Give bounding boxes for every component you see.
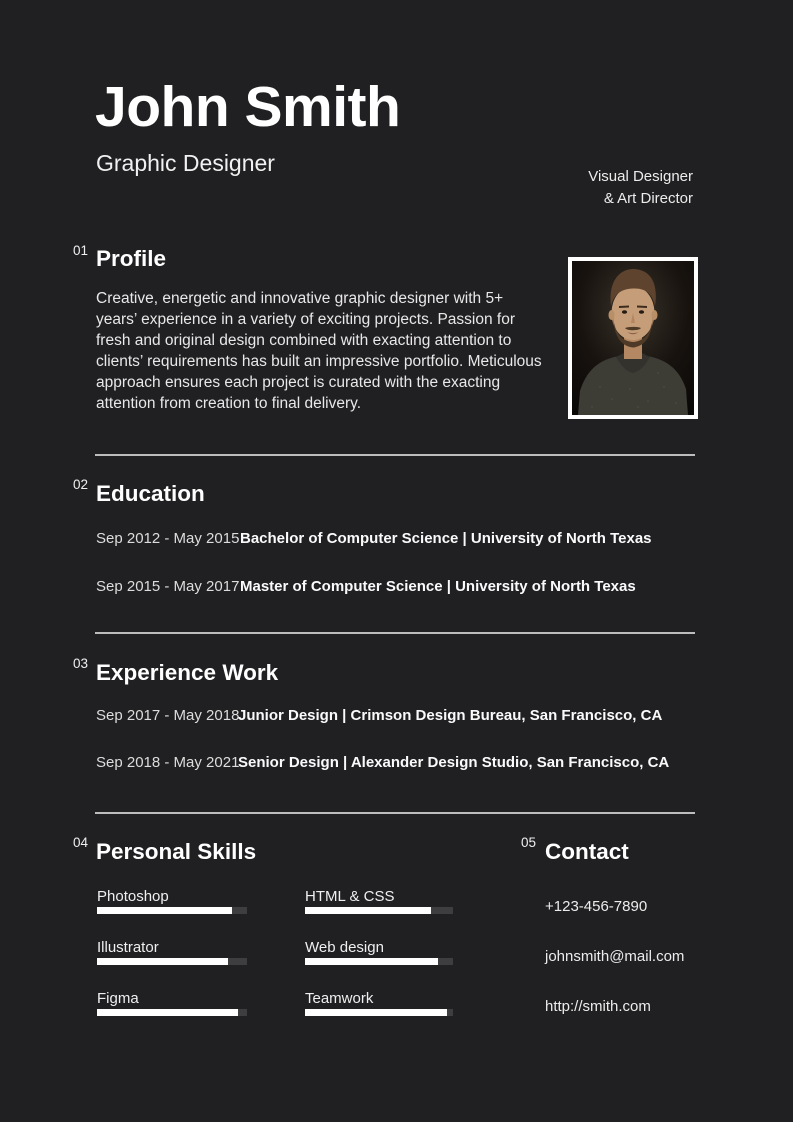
skills-section-number: 04	[73, 835, 89, 850]
contact-phone: +123-456-7890	[545, 898, 648, 915]
skill-bar-fill	[97, 1009, 238, 1016]
skill-label: Figma	[97, 990, 139, 1007]
profile-summary: Creative, energetic and innovative graphic designer with 5+ years’ experience in a variety of exciting projects. Passion for fresh and original design combined with exacting attention to clients’ requirements has built an impressive portfolio. Meticulous approach ensures each project is curated with the exacting attention from creation to final delivery.	[96, 290, 542, 412]
education-section-number: 02	[73, 477, 89, 492]
education-row-description: Master of Computer Science | University of North Texas	[240, 578, 636, 595]
skill-bar-track	[305, 958, 453, 965]
profile-photo	[568, 257, 698, 419]
portrait-photo-illustration	[572, 261, 694, 415]
education-row-description: Bachelor of Computer Science | University of North Texas	[240, 530, 652, 547]
experience-section-number: 03	[73, 656, 89, 671]
skill-label: Photoshop	[97, 888, 169, 905]
skill-bar-fill	[305, 907, 431, 914]
skills-section-title: Personal Skills	[96, 839, 257, 864]
tagline	[588, 166, 693, 209]
skill-label: Web design	[305, 939, 384, 956]
tagline-line1: Visual Designer	[588, 168, 693, 185]
contact-section-number: 05	[521, 835, 537, 850]
profile-section-number: 01	[73, 243, 89, 258]
section-divider	[95, 632, 695, 634]
contact-email: johnsmith@mail.com	[545, 948, 685, 965]
skill-bar-fill	[305, 1009, 447, 1016]
experience-section-title: Experience Work	[96, 660, 279, 685]
tagline-line2: & Art Director	[603, 189, 693, 207]
skill-bar-fill	[97, 958, 228, 965]
experience-row-dates: Sep 2017 - May 2018	[96, 707, 240, 724]
education-row-dates: Sep 2015 - May 2017	[96, 578, 240, 595]
skill-bar-track	[97, 958, 247, 965]
contact-section-title: Contact	[545, 839, 629, 864]
skill-bar-track	[97, 1009, 247, 1016]
skill-bar-track	[97, 907, 247, 914]
education-row-dates: Sep 2012 - May 2015	[96, 530, 240, 547]
skill-label: Illustrator	[97, 939, 159, 956]
skill-bar-fill	[305, 958, 438, 965]
section-divider	[95, 454, 695, 456]
experience-row-dates: Sep 2018 - May 2021	[96, 754, 240, 771]
experience-row-description: Senior Design | Alexander Design Studio, San Francisco, CA	[238, 754, 670, 771]
skill-bar-track	[305, 907, 453, 914]
skill-bar-fill	[97, 907, 232, 914]
contact-website: http://smith.com	[545, 998, 651, 1015]
skill-label: HTML & CSS	[305, 888, 395, 905]
person-job-title: Graphic Designer	[96, 150, 275, 176]
skill-label: Teamwork	[305, 990, 374, 1007]
person-name: John Smith	[95, 75, 401, 139]
experience-row-description: Junior Design | Crimson Design Bureau, San Francisco, CA	[238, 707, 663, 724]
skill-bar-track	[305, 1009, 453, 1016]
profile-section-title: Profile	[96, 246, 167, 271]
section-divider	[95, 812, 695, 814]
education-section-title: Education	[96, 481, 205, 506]
